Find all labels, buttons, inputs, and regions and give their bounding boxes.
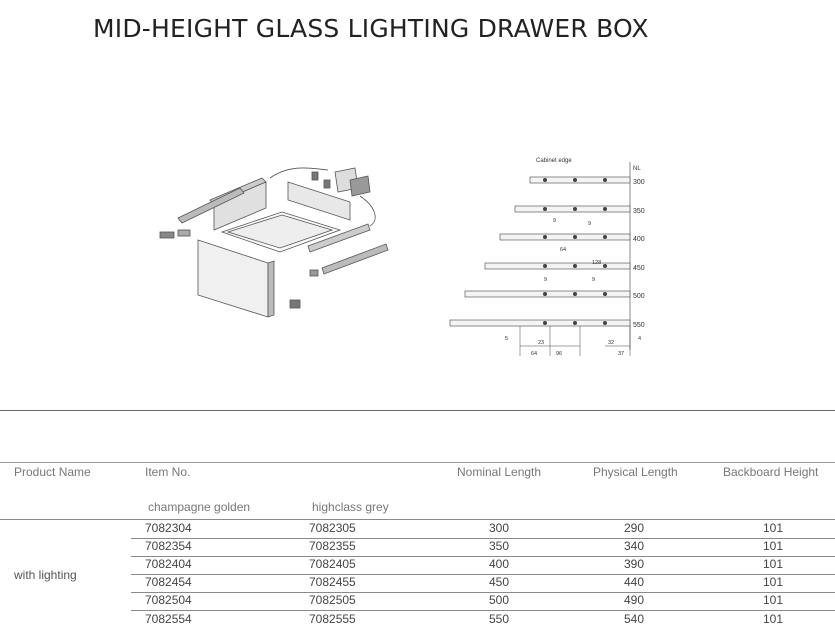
- dim-label: 5: [505, 336, 509, 342]
- header-nominal-length: Nominal Length: [457, 465, 542, 479]
- cell-physical-length: 390: [624, 557, 645, 572]
- cell-backboard-height: 101: [763, 521, 784, 535]
- nl-value: 550: [633, 322, 645, 329]
- dim-label: 4: [638, 336, 642, 342]
- cell-item-grey: 7082405: [309, 557, 356, 572]
- cell-item-champagne: 7082554: [145, 611, 192, 626]
- header-rule: [0, 462, 835, 463]
- cell-nominal-length: 500: [489, 593, 510, 608]
- dim-label: 9: [588, 221, 592, 227]
- dim-label: 23: [538, 340, 545, 346]
- header-product-name: Product Name: [14, 465, 91, 479]
- cell-nominal-length: 350: [489, 539, 510, 554]
- cell-item-champagne: 7082304: [145, 521, 192, 535]
- row-divider: [131, 574, 835, 575]
- nl-label: NL: [633, 166, 641, 172]
- cell-item-grey: 7082555: [309, 611, 356, 626]
- cell-physical-length: 490: [624, 593, 645, 608]
- dim-label: 64: [560, 247, 567, 253]
- cell-item-grey: 7082505: [309, 593, 356, 608]
- dim-label: 9: [592, 277, 596, 283]
- dim-label: 9: [544, 277, 548, 283]
- cell-nominal-length: 550: [489, 611, 510, 626]
- header-backboard-height: Backboard Height: [723, 465, 819, 479]
- cell-backboard-height: 101: [763, 575, 784, 590]
- drawer-exploded-illustration: [150, 160, 390, 320]
- cell-nominal-length: 300: [489, 521, 510, 535]
- cell-backboard-height: 101: [763, 611, 784, 626]
- cell-item-grey: 7082305: [309, 521, 356, 535]
- subheader-rule: [0, 519, 835, 520]
- subheader-color-champagne: champagne golden: [148, 500, 251, 514]
- cell-backboard-height: 101: [763, 593, 784, 608]
- cell-nominal-length: 400: [489, 557, 510, 572]
- cell-physical-length: 340: [624, 539, 645, 554]
- cell-nominal-length: 450: [489, 575, 510, 590]
- dim-label: 128: [592, 260, 602, 266]
- cell-item-grey: 7082355: [309, 539, 356, 554]
- cell-item-champagne: 7082404: [145, 557, 192, 572]
- row-divider: [131, 592, 835, 593]
- cabinet-edge-label: Cabinet edge: [536, 158, 572, 164]
- nl-value: 350: [633, 208, 645, 215]
- subheader-color-grey: highclass grey: [312, 500, 389, 514]
- dimension-diagram: [445, 150, 655, 365]
- cell-physical-length: 540: [624, 611, 645, 626]
- row-divider: [131, 538, 835, 539]
- cell-backboard-height: 101: [763, 539, 784, 554]
- header-physical-length: Physical Length: [593, 465, 678, 479]
- cell-physical-length: 440: [624, 575, 645, 590]
- cell-physical-length: 290: [624, 521, 645, 535]
- page-title: MID-HEIGHT GLASS LIGHTING DRAWER BOX: [93, 14, 649, 43]
- row-divider: [131, 610, 835, 611]
- dim-label: 9: [553, 218, 557, 224]
- cell-item-champagne: 7082454: [145, 575, 192, 590]
- group-label: with lighting: [14, 568, 77, 582]
- top-rule: [0, 410, 835, 411]
- row-divider: [131, 556, 835, 557]
- cell-item-champagne: 7082504: [145, 593, 192, 608]
- nl-value: 300: [633, 179, 645, 186]
- nl-value: 450: [633, 265, 645, 272]
- dim-label: 32: [608, 340, 615, 346]
- dim-label: 96: [556, 351, 563, 357]
- cell-item-grey: 7082455: [309, 575, 356, 590]
- cell-item-champagne: 7082354: [145, 539, 192, 554]
- nl-value: 400: [633, 236, 645, 243]
- nl-value: 500: [633, 293, 645, 300]
- cell-backboard-height: 101: [763, 557, 784, 572]
- dim-label: 37: [618, 351, 625, 357]
- dim-label: 64: [531, 351, 538, 357]
- header-item-no: Item No.: [145, 465, 191, 479]
